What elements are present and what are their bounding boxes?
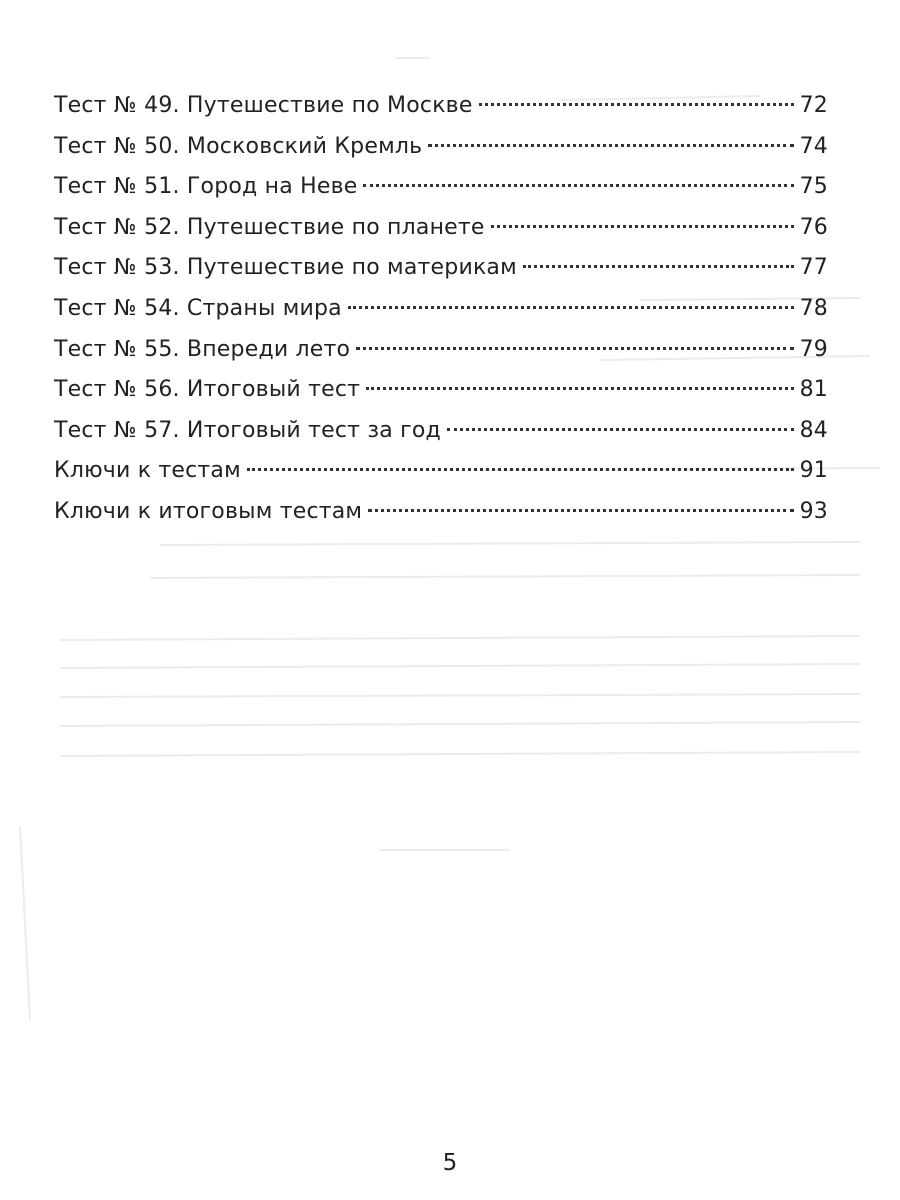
toc-entry-title: Тест № 50. Московский Кремль: [54, 133, 423, 159]
toc-entry-page: 77: [799, 255, 828, 281]
dot-leader: [523, 265, 794, 268]
dot-leader: [247, 468, 794, 471]
dot-leader: [428, 144, 793, 147]
toc-entry: [54, 167, 828, 208]
toc-entry-page: 81: [799, 377, 828, 403]
toc-entry: [54, 248, 828, 289]
toc-entry: [54, 330, 828, 371]
toc-entry-page: 72: [799, 93, 828, 118]
toc-entry-title: Тест № 57. Итоговый тест за год: [54, 417, 441, 443]
toc-entry-page: 84: [799, 417, 828, 443]
toc-entry-title: Ключи к тестам: [54, 458, 241, 484]
dot-leader: [479, 103, 794, 106]
toc-entry: [54, 411, 828, 452]
dot-leader: [368, 509, 793, 512]
toc-entry-title: Тест № 54. Страны мира: [54, 295, 342, 321]
dot-leader: [363, 184, 793, 187]
toc-entry-title: Тест № 51. Город на Неве: [54, 174, 358, 200]
toc-entry-page: 79: [799, 336, 828, 362]
toc-entry-page: 74: [799, 133, 828, 159]
toc-entry: [54, 289, 828, 330]
toc-entry: [54, 451, 828, 492]
toc-entry: [54, 370, 828, 411]
page-number: 5: [442, 1150, 458, 1176]
toc-entry-title: Тест № 49. Путешествие по Москве: [54, 93, 473, 118]
dot-leader: [491, 225, 794, 228]
dot-leader: [356, 347, 793, 350]
toc-entry-page: 75: [799, 174, 828, 200]
toc-entry-title: Тест № 56. Итоговый тест: [54, 377, 361, 403]
toc-entry-page: 76: [799, 214, 828, 240]
toc-entry-page: 78: [799, 295, 828, 321]
toc-entry: [54, 492, 828, 533]
toc-entry: [54, 208, 828, 249]
toc-entry-title: Тест № 52. Путешествие по планете: [54, 214, 485, 240]
dot-leader: [348, 306, 794, 309]
dot-leader: [447, 428, 794, 431]
toc-entry-page: 93: [799, 498, 828, 524]
toc-entry-page: 91: [799, 458, 828, 484]
toc-entry-title: Тест № 55. Впереди лето: [54, 336, 351, 362]
toc-entry: [54, 127, 828, 168]
table-of-contents: [54, 86, 828, 533]
toc-entry-title: Тест № 53. Путешествие по материкам: [54, 255, 517, 281]
dot-leader: [366, 387, 793, 390]
toc-entry: [54, 86, 828, 127]
toc-entry-title: Ключи к итоговым тестам: [54, 498, 363, 524]
